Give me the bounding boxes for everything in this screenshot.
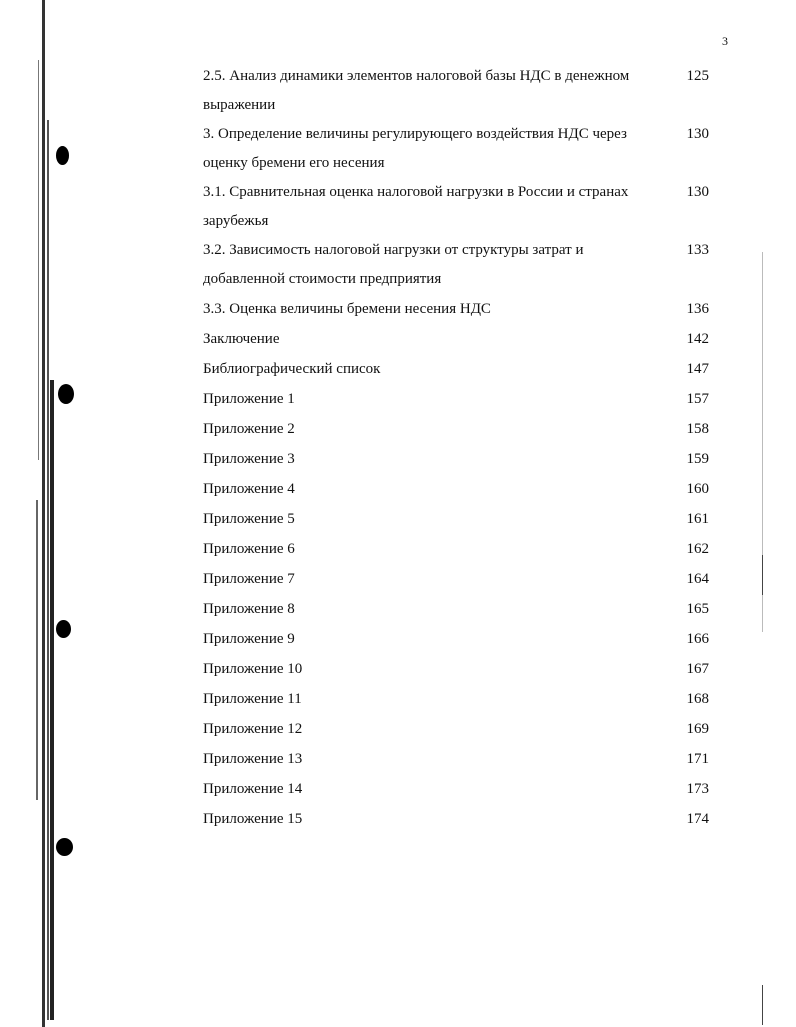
toc-entry-title: Приложение 9 [203,631,295,647]
toc-entry-title: Приложение 8 [203,601,295,617]
toc-entry-title: Приложение 12 [203,721,303,737]
toc-entry [203,774,718,804]
toc-entry-page: 142 [686,331,709,347]
punch-hole-4 [56,838,73,856]
toc-entry [203,684,718,714]
toc-entry-page: 130 [686,126,709,142]
toc-entry-title: Приложение 2 [203,421,295,437]
toc-entry-title: 3.1. Сравнительная оценка налоговой нагрузки в России и странах зарубежья [203,184,629,229]
toc-entry-page: 125 [686,68,709,84]
page-number: 3 [722,34,728,48]
toc-entry-title: Приложение 11 [203,691,302,707]
toc-entry [203,414,718,444]
toc-entry [203,534,718,564]
toc-entry-title: Приложение 5 [203,511,295,527]
toc-entry [203,744,718,774]
toc-entry [203,384,718,414]
toc-entry-page: 166 [686,631,709,647]
toc-entry [203,804,718,834]
toc-entry-title: Приложение 15 [203,811,303,827]
table-of-contents [203,62,718,834]
toc-entry-title: Приложение 6 [203,541,295,557]
toc-entry-page: 162 [686,541,709,557]
toc-entry-title: 3.3. Оценка величины бремени несения НДС [203,301,491,317]
toc-entry [203,654,718,684]
toc-entry-title: Заключение [203,331,280,347]
toc-entry-title: Приложение 13 [203,751,303,767]
toc-entry-page: 136 [686,301,709,317]
toc-entry [203,178,718,236]
toc-entry-title: 2.5. Анализ динамики элементов налоговой базы НДС в денежном выражении [203,68,630,113]
toc-entry-title: Приложение 3 [203,451,295,467]
toc-entry [203,594,718,624]
toc-entry-page: 165 [686,601,709,617]
punch-hole-1 [56,146,69,165]
toc-entry [203,444,718,474]
toc-entry [203,120,718,178]
punch-hole-3 [56,620,71,638]
toc-entry [203,324,718,354]
toc-entry [203,294,718,324]
toc-entry-title: Приложение 10 [203,661,303,677]
toc-entry-page: 167 [686,661,709,677]
toc-entry-title: Приложение 4 [203,481,295,497]
toc-entry [203,504,718,534]
toc-entry-page: 173 [686,781,709,797]
toc-entry [203,564,718,594]
toc-entry [203,714,718,744]
toc-entry-title: 3.2. Зависимость налоговой нагрузки от структуры затрат и добавленной стоимости предприятия [203,242,584,287]
toc-entry-page: 171 [686,751,709,767]
toc-entry-page: 158 [686,421,709,437]
toc-entry-page: 174 [686,811,709,827]
toc-entry-page: 133 [686,242,709,258]
toc-entry-page: 159 [686,451,709,467]
toc-entry-title: 3. Определение величины регулирующего воздействия НДС через оценку бремени его несения [203,126,627,171]
toc-entry [203,474,718,504]
scan-streak [762,985,763,1025]
toc-entry [203,62,718,120]
binding-edge [34,0,56,1027]
toc-entry-page: 161 [686,511,709,527]
toc-entry-title: Библиографический список [203,361,381,377]
toc-entry-title: Приложение 1 [203,391,295,407]
toc-entry-page: 147 [686,361,709,377]
toc-entry-page: 169 [686,721,709,737]
toc-entry [203,354,718,384]
toc-entry-page: 168 [686,691,709,707]
scan-streak [762,555,763,595]
toc-entry [203,624,718,654]
punch-hole-2 [58,384,74,404]
toc-entry-page: 160 [686,481,709,497]
toc-entry-page: 164 [686,571,709,587]
toc-entry-page: 130 [686,184,709,200]
toc-entry [203,236,718,294]
toc-entry-title: Приложение 7 [203,571,295,587]
toc-entry-page: 157 [686,391,709,407]
toc-entry-title: Приложение 14 [203,781,303,797]
